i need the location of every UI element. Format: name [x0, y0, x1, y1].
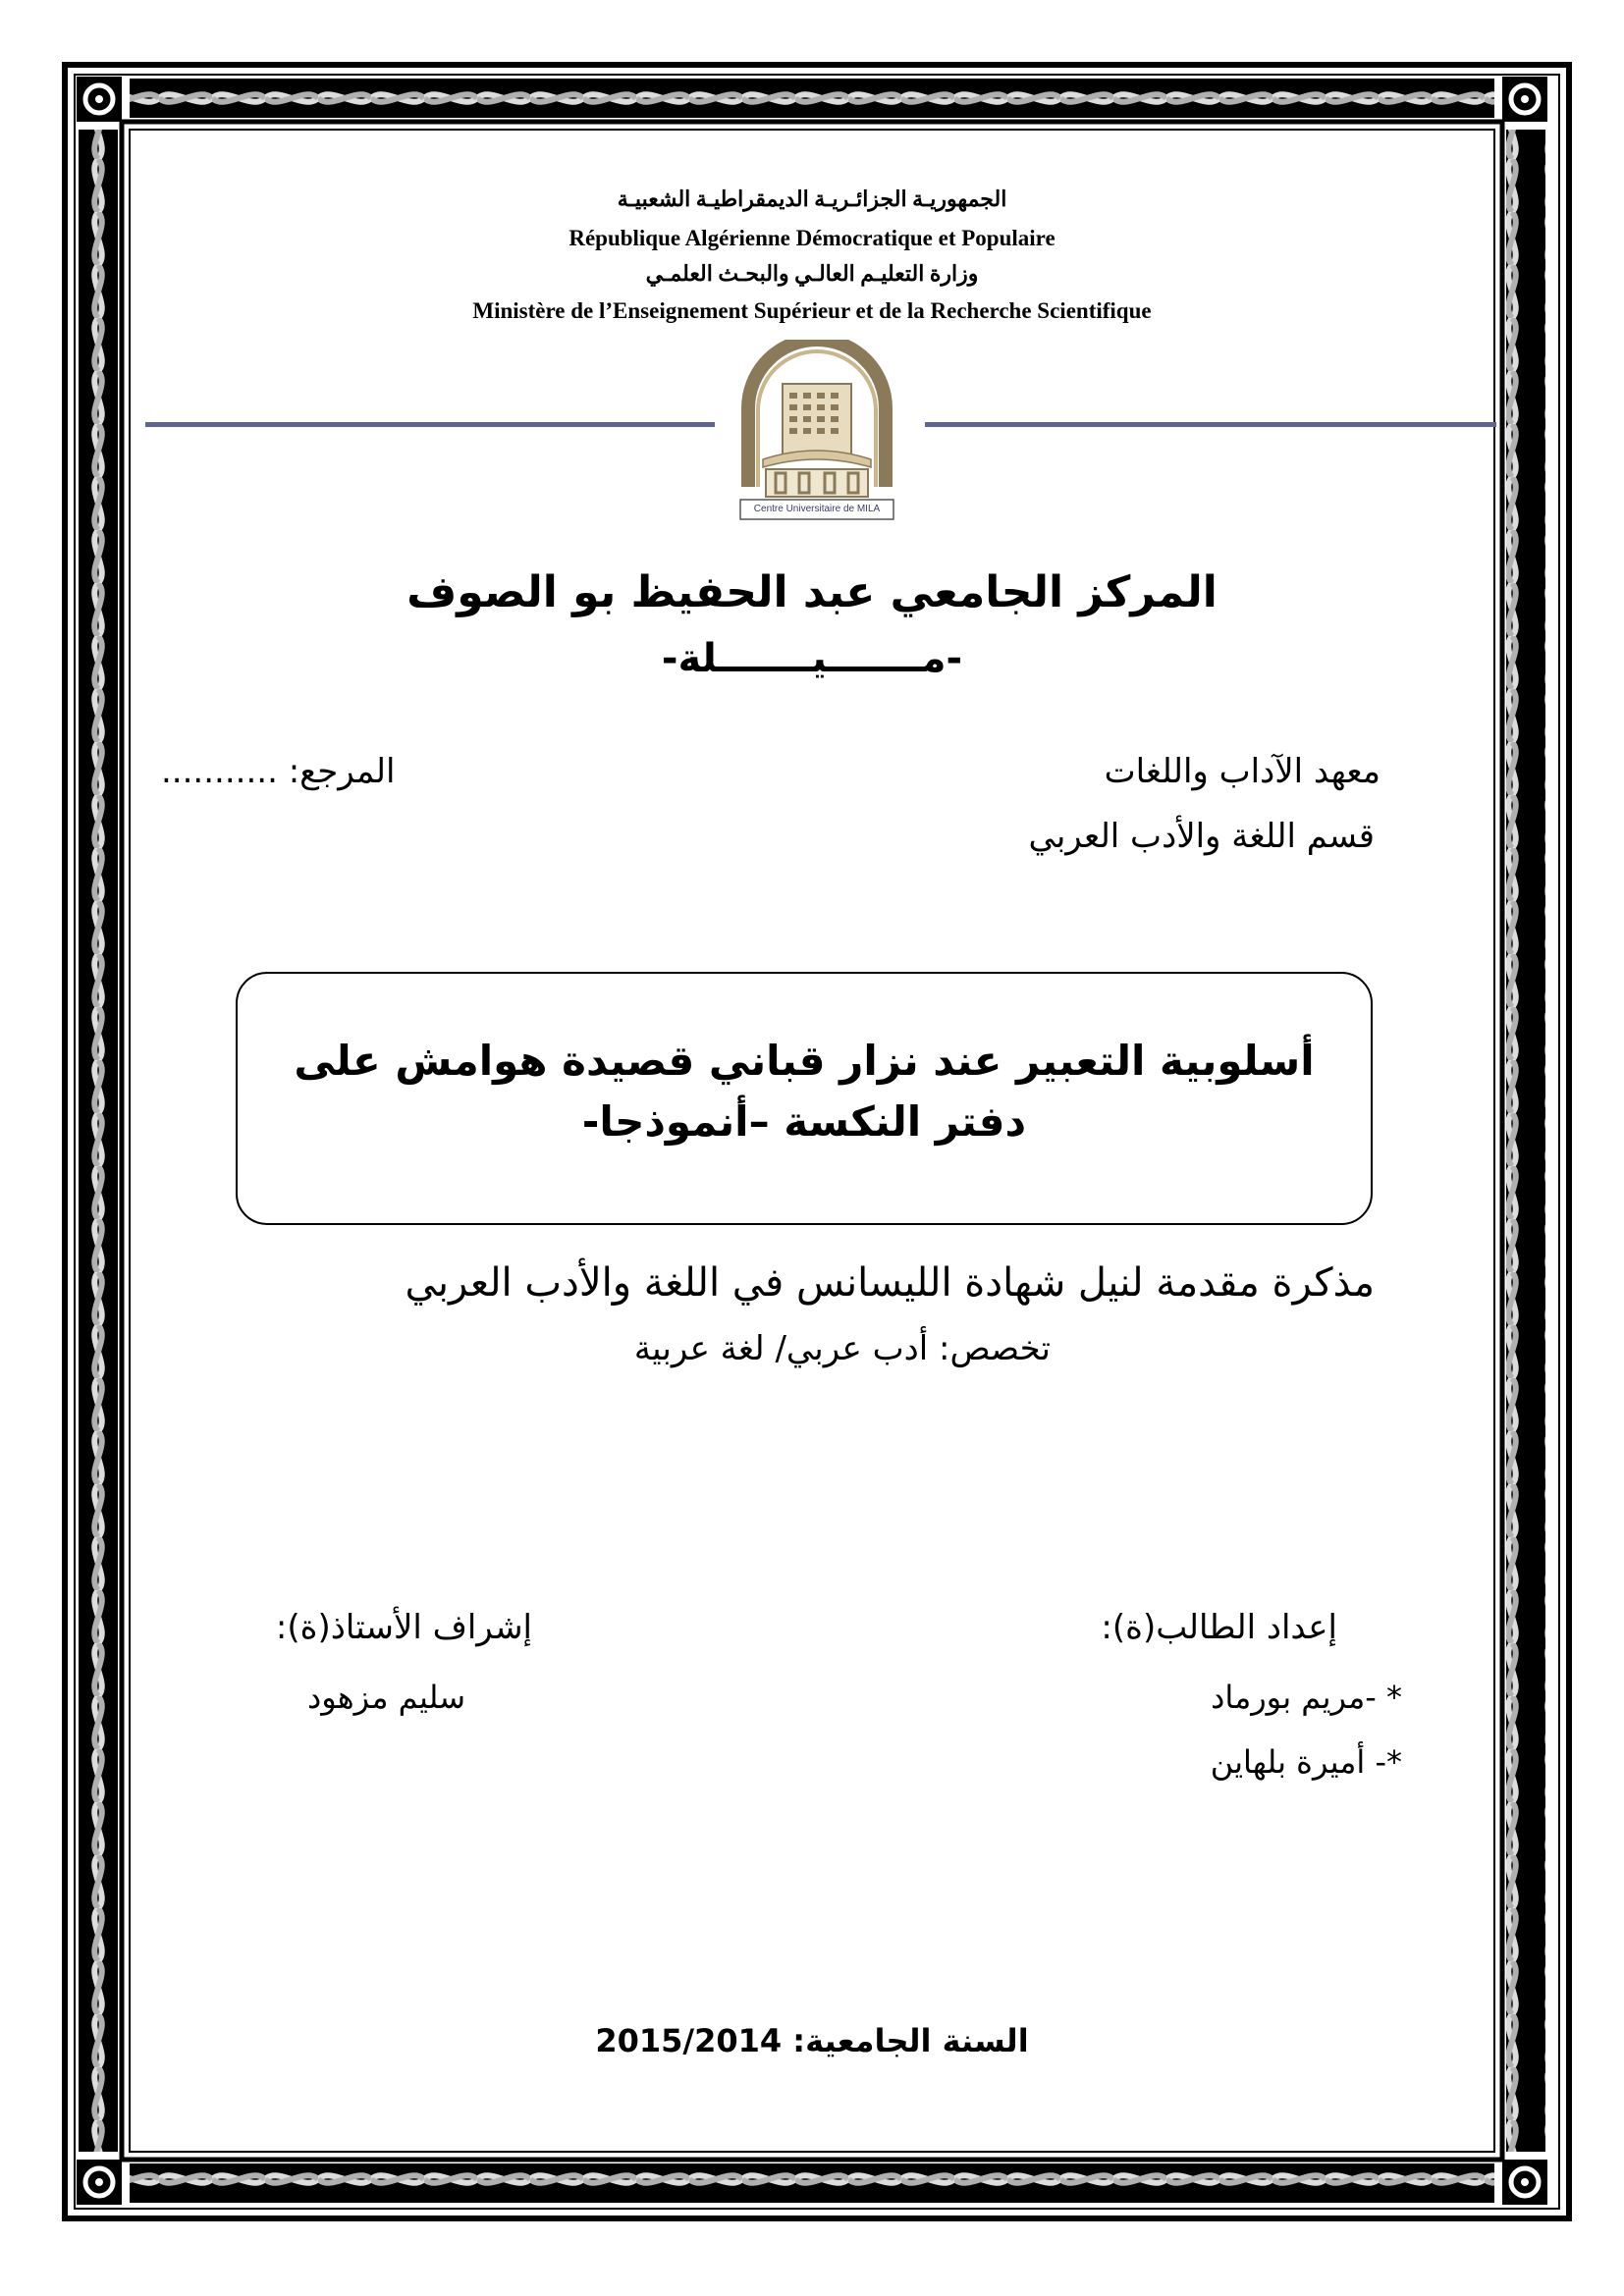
supervisor-name: سليم مزهود	[307, 1679, 465, 1716]
republic-name-arabic: الجمهوريـة الجزائـريـة الديمقراطيـة الشعبيـة	[617, 187, 1007, 211]
reference-number: المرجع: ...........	[161, 752, 396, 791]
thesis-specialty: تخصص: أدب عربي/ لغة عربية	[633, 1329, 1051, 1368]
university-logo	[729, 340, 905, 526]
thesis-purpose: مذكرة مقدمة لنيل شهادة الليسانس في اللغة والأدب العربي	[405, 1260, 1375, 1306]
institute-name: معهد الآداب واللغات	[1104, 752, 1380, 791]
supervisor-heading: إشراف الأستاذ(ة):	[275, 1608, 532, 1647]
university-building-logo-icon	[729, 340, 905, 526]
thesis-title-line-2: دفتر النكسة –أنموذجا-	[581, 1097, 1027, 1146]
university-name: المركز الجامعي عبد الحفيظ بو الصوف	[406, 567, 1218, 617]
student-name-1: * -مريم بورماد	[1211, 1679, 1402, 1716]
thesis-title-box	[236, 972, 1373, 1225]
university-city: -مـــــــيـــــــلة-	[661, 636, 963, 681]
academic-year: السنة الجامعية: 2015/2014	[595, 2022, 1029, 2059]
ministry-name-french: Ministère de l’Enseignement Supérieur et de la Recherche Scientifique	[472, 298, 1152, 323]
student-name-2: *- أميرة بلهاين	[1210, 1743, 1402, 1781]
header-rule-right	[925, 422, 1496, 427]
logo-caption: Centre Universitaire de MILA	[753, 504, 881, 514]
thesis-title-line-1: أسلوبية التعبير عند نزار قباني قصيدة هوامش على	[294, 1037, 1315, 1085]
ministry-name-arabic: وزارة التعليـم العالـي والبحـث العلمـي	[645, 261, 979, 286]
republic-name-french: République Algérienne Démocratique et Populaire	[568, 226, 1056, 250]
students-heading: إعداد الطالب(ة):	[1101, 1608, 1337, 1647]
header-rule-left	[145, 422, 715, 427]
department-name: قسم اللغة والأدب العربي	[1028, 817, 1375, 856]
